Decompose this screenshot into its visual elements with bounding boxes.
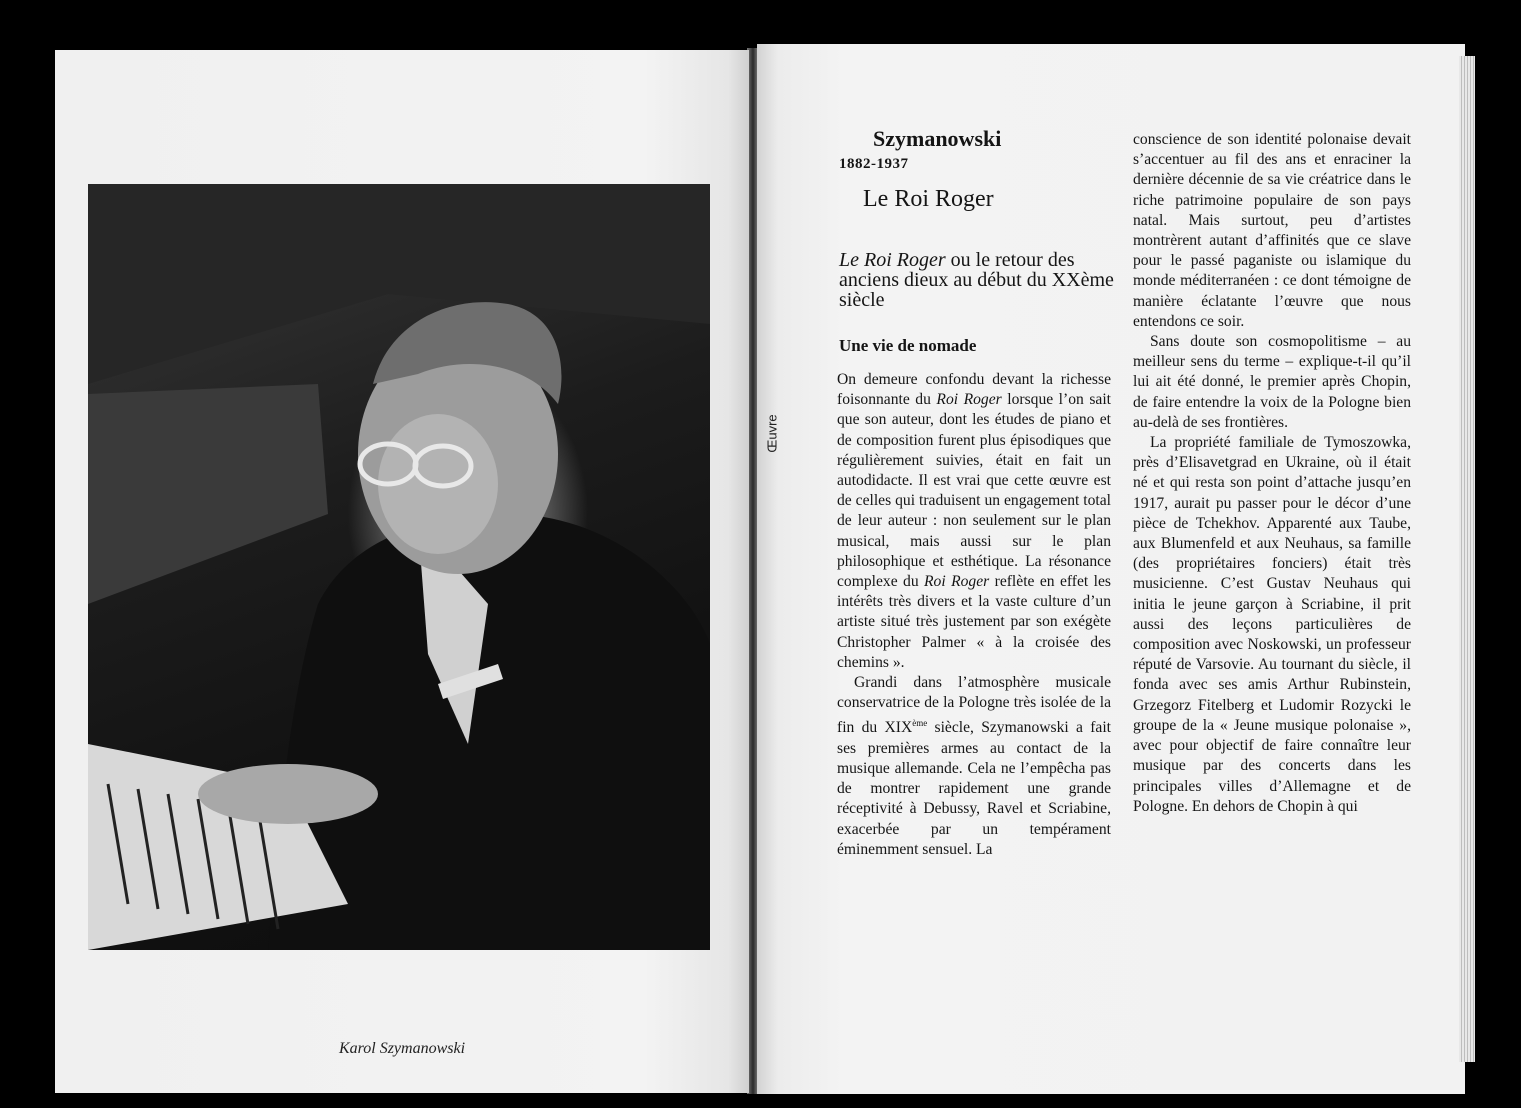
portrait-photo — [88, 184, 710, 950]
paragraph: Sans doute son cosmopolitisme – au meilleur sens du terme – explique-t-il qu’il lui ait été donné, le premier après Chopin, de faire entendre la voix de la Pologne bien au-delà de ses frontières. — [1133, 333, 1411, 431]
right-page — [757, 44, 1465, 1094]
superscript: ème — [912, 718, 928, 729]
italic-title: Roi Roger — [936, 391, 1002, 409]
paragraph: La propriété familiale de Tymoszowka, près d’Elisavetgrad en Ukraine, où il était né et qui resta son point d’attache jusqu’en 1917, aurait pu passer pour le décor d’une pièce de Tchekhov. Apparenté aux Taube, aux Blumenfeld et aux Neuhaus, sa famille (des propriétaires fonciers) était très musicienne. C’est Gustav Neuhaus qui initia le jeune garçon à Scriabine, il prit aussi des leçons particulières de composition avec Noskowski, un professeur réputé de Varsovie. Au tournant du siècle, il fonda avec ses amis Arthur Rubinstein, Grzegorz Fitelberg et Ludomir Rozycki le groupe de la « Jeune musique polonaise », avec pour objectif de faire connaître leur musique par des concerts dans les principales villes d’Allemagne et de Pologne. En dehors de Chopin à qui — [1133, 434, 1411, 815]
text-run: Grandi dans l’atmosphère musicale conservatrice de la Pologne très isolée de la fin du XIX — [837, 674, 1111, 737]
paragraph: conscience de son identité polonaise devait s’accentuer au fil des ans et enraciner la dernière décennie de sa vie créatrice dans le riche patrimoine populaire de son pays natal. Mais surtout, peu d’artistes montrèrent autant d’affinités que ce slave pour le passé paganiste ou islamique du monde méditerranéen : ce dont témoigne de manière éclatante l’œuvre que nous entendons ce soir. — [1133, 131, 1411, 330]
article-heading-italic: Le Roi Roger — [839, 249, 946, 271]
paragraph — [837, 370, 1111, 673]
page-edges — [1459, 56, 1475, 1062]
section-tab: Œuvre — [764, 414, 780, 453]
photo-caption: Karol Szymanowski — [338, 1040, 466, 1057]
composer-name: Szymanowski — [873, 126, 1002, 151]
work-title: Le Roi Roger — [863, 186, 994, 212]
text-run: reflète en effet les intérêts très divers et la vaste culture d’un artiste situé très justement par son exégète Christopher Palmer « à la croisée des chemins ». — [837, 573, 1111, 671]
text-run: lorsque l’on sait que son auteur, dont les études de piano et de composition furent plus épisodiques que régulièrement suivies, était en fait un autodidacte. Il est vrai que cette œuvre est de celles qui traduisent un engagement total de leur auteur : non seulement sur le plan musical, mais aussi sur le plan philosophique et esthétique. La résonance complexe du — [837, 391, 1111, 591]
article-heading-rest: ou le retour des anciens dieux au début du XXème siècle — [839, 249, 1114, 311]
portrait-illustration — [88, 184, 710, 950]
italic-title: Roi Roger — [924, 573, 990, 591]
text-run: On demeure confondu devant la richesse foisonnante du — [837, 371, 1111, 409]
left-page — [55, 50, 749, 1093]
article-heading — [839, 250, 1119, 310]
text-column-2 — [1133, 130, 1411, 817]
subsection-heading: Une vie de nomade — [839, 336, 977, 355]
text-run: siècle, Szymanowski a fait ses premières armes au contact de la musique allemande. Cela ne l’empêcha pas de montrer rapidement une grande réceptivité à Debussy, Ravel et Scriabine, exacerbée par un tempérament éminemment sensuel. La — [837, 719, 1112, 858]
paragraph — [837, 673, 1111, 860]
composer-dates: 1882-1937 — [839, 156, 909, 172]
text-column-1 — [837, 370, 1111, 860]
